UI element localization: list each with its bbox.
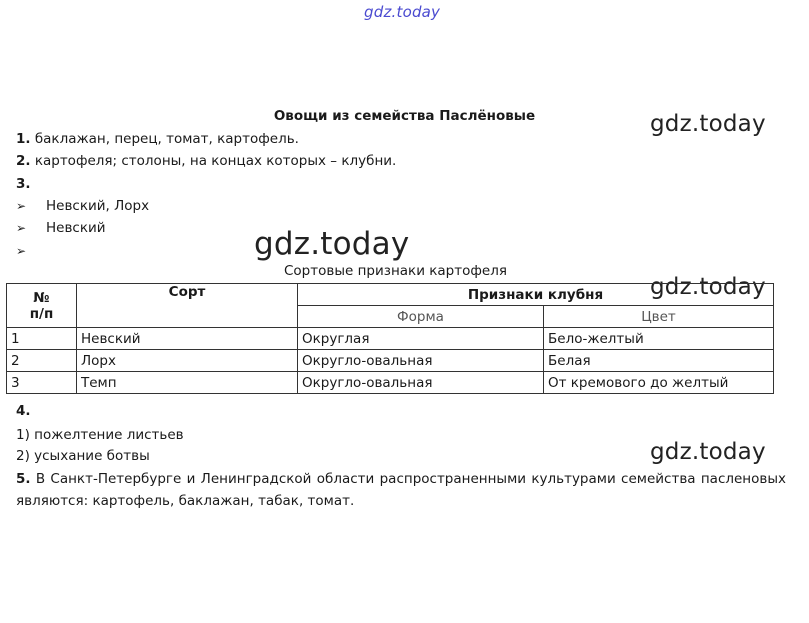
cell-variety: Темп — [77, 372, 298, 394]
bullet-text: Невский — [46, 220, 106, 236]
cell-number: 3 — [7, 372, 77, 394]
bullet-arrow-icon: ➢ — [16, 221, 27, 235]
table-row — [7, 372, 774, 394]
watermark-right-3: gdz.today — [650, 439, 766, 465]
cell-number: 2 — [7, 350, 77, 372]
cell-variety: Невский — [77, 328, 298, 350]
header-number-line1: № — [33, 289, 50, 306]
table-header-row — [7, 284, 774, 306]
answer-5-number: 5. — [16, 471, 31, 487]
cell-form: Округлая — [298, 328, 544, 350]
table-row — [7, 350, 774, 372]
answer-2-text: картофеля; столоны, на концах которых – клубни. — [30, 153, 397, 169]
cell-variety: Лорх — [77, 350, 298, 372]
answer-1 — [16, 131, 299, 147]
watermark-right-2: gdz.today — [650, 274, 766, 300]
bullet-text: Невский, Лорх — [46, 198, 150, 214]
header-color: Цвет — [544, 306, 774, 328]
header-variety: Сорт — [77, 284, 298, 328]
answer-4-item: 2) усыхание ботвы — [16, 448, 150, 464]
table-row — [7, 328, 774, 350]
cell-form: Округло-овальная — [298, 372, 544, 394]
page-title: Овощи из семейства Паслёновые — [273, 108, 536, 124]
watermark-right-1: gdz.today — [650, 111, 766, 137]
answer-5 — [16, 468, 786, 512]
cell-form: Округло-овальная — [298, 350, 544, 372]
answer-4-item: 1) пожелтение листьев — [16, 427, 184, 443]
header-number-line2: п/п — [29, 305, 54, 322]
cell-color: Бело-желтый — [544, 328, 774, 350]
answer-3-number: 3. — [16, 176, 31, 192]
bullet-arrow-icon: ➢ — [16, 199, 27, 213]
answer-1-text: баклажан, перец, томат, картофель. — [30, 131, 299, 147]
answer-3 — [16, 176, 31, 192]
answer-4 — [16, 403, 31, 419]
cell-number: 1 — [7, 328, 77, 350]
watermark-top: gdz.today — [364, 3, 441, 21]
watermark-center: gdz.today — [254, 226, 410, 262]
cell-color: От кремового до желтый — [544, 372, 774, 394]
varieties-table — [6, 283, 774, 394]
answer-1-number: 1. — [16, 131, 31, 147]
answer-4-number: 4. — [16, 403, 31, 419]
answer-5-text: В Санкт-Петербурге и Ленинградской области распространенными культурами семейства пасленовых являются: картофель, баклажан, табак, томат. — [16, 471, 786, 509]
header-tuber-traits: Признаки клубня — [298, 284, 774, 306]
cell-color: Белая — [544, 350, 774, 372]
answer-2-number: 2. — [16, 153, 31, 169]
bullet-arrow-icon: ➢ — [16, 244, 27, 258]
header-form: Форма — [298, 306, 544, 328]
answer-2 — [16, 153, 396, 169]
table-caption: Сортовые признаки картофеля — [284, 263, 507, 279]
header-number — [7, 284, 77, 328]
